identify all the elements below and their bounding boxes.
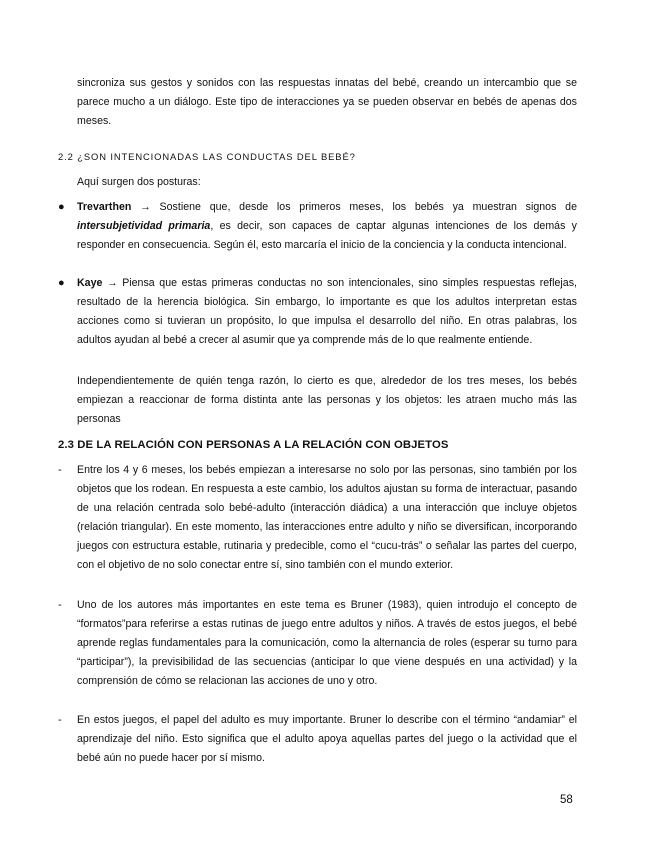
author-name-trevarthen: Trevarthen	[77, 201, 132, 213]
bullet-marker: ●	[58, 277, 65, 289]
dash-item-1	[58, 461, 577, 575]
dash-item-1-text: Entre los 4 y 6 meses, los bebés empiezan a interesarse no solo por las personas, sino también por los objetos que los rodean. En respuesta a este cambio, los adultos ajustan su forma de interactuar, pasando de una relación centrada solo bebé-adulto (interacción diádica) a una interacción que incluye objetos (relación triangular). En este momento, las interacciones entre adulto y niño se diversifican, incorporando juegos con estructura estable, rutinaria y predecible, como el “cucu-trás” o señalar las partes del cuerpo, con el objetivo de no solo conectar entre sí, sino también con el mundo exterior.	[77, 464, 577, 571]
bullet-trevarthen-text	[77, 198, 577, 255]
bullet-marker: ●	[58, 201, 65, 213]
conclusion-text: Independientemente de quién tenga razón, lo cierto es que, alrededor de los tres meses, los bebés empiezan a reaccionar de forma distinta ante las personas y los objetos: les atraen mucho más las personas	[77, 375, 577, 425]
dash-marker: -	[58, 599, 62, 611]
dash-marker: -	[58, 714, 62, 726]
dash-item-2-text: Uno de los autores más importantes en este tema es Bruner (1983), quien introdujo el concepto de “formatos”para referirse a estas rutinas de juego entre adultos y niños. A través de estos juegos, el bebé aprende reglas fundamentales para la comunicación, como la alternancia de roles (esperar su turno para “participar”), la previsibilidad de las secuencias (anticipar lo que viene después en una actividad) y la comprensión de cómo se relacionan las acciones de uno y otro.	[77, 599, 577, 687]
author-name-kaye: Kaye	[77, 277, 103, 289]
bullet-text-after: , es decir, son capaces de captar algunas intenciones de los demás y responder en consecuencia. Según él, esto marcaría el inicio de la conciencia y la conducta intencional.	[77, 220, 577, 251]
arrow: →	[102, 277, 123, 289]
intro-paragraph-text: sincroniza sus gestos y sonidos con las respuestas innatas del bebé, creando un intercambio que se parece mucho a un diálogo. Este tipo de interacciones ya se pueden observar en bebés de apenas dos meses.	[77, 77, 577, 127]
term-intersubjetividad-primaria: intersubjetividad primaria	[77, 220, 211, 232]
arrow: →	[131, 201, 160, 213]
section-2-2-heading: 2.2 ¿SON INTENCIONADAS LAS CONDUCTAS DEL BEBÉ?	[58, 151, 356, 162]
section-2-2-conclusion	[77, 372, 577, 429]
bullet-kaye	[58, 274, 577, 350]
bullet-kaye-text	[77, 274, 577, 350]
section-2-3-heading: 2.3 DE LA RELACIÓN CON PERSONAS A LA RELACIÓN CON OBJETOS	[58, 439, 449, 451]
dash-item-2	[58, 596, 577, 691]
section-2-2-intro: Aquí surgen dos posturas:	[77, 176, 201, 188]
dash-marker: -	[58, 464, 62, 476]
bullet-trevarthen	[58, 198, 577, 255]
page-number: 58	[560, 794, 573, 806]
intro-paragraph	[77, 74, 577, 131]
bullet-text-before: Sostiene que, desde los primeros meses, los bebés ya muestran signos de	[159, 201, 578, 213]
dash-item-3-text: En estos juegos, el papel del adulto es muy importante. Bruner lo describe con el término “andamiar” el aprendizaje del niño. Esto significa que el adulto apoya aquellas partes del juego o la actividad que el bebé aún no puede hacer por sí mismo.	[77, 714, 577, 764]
bullet-text: Piensa que estas primeras conductas no son intencionales, sino simples respuestas reflejas, resultado de la herencia biológica. Sin embargo, lo importante es que los adultos interpretan estas acciones como si tuvieran un propósito, lo que impulsa el desarrollo del niño. En otras palabras, los adultos ayudan al bebé a crecer al asumir que ya comprende más de lo que realmente entiende.	[77, 277, 577, 346]
dash-item-3	[58, 711, 577, 768]
